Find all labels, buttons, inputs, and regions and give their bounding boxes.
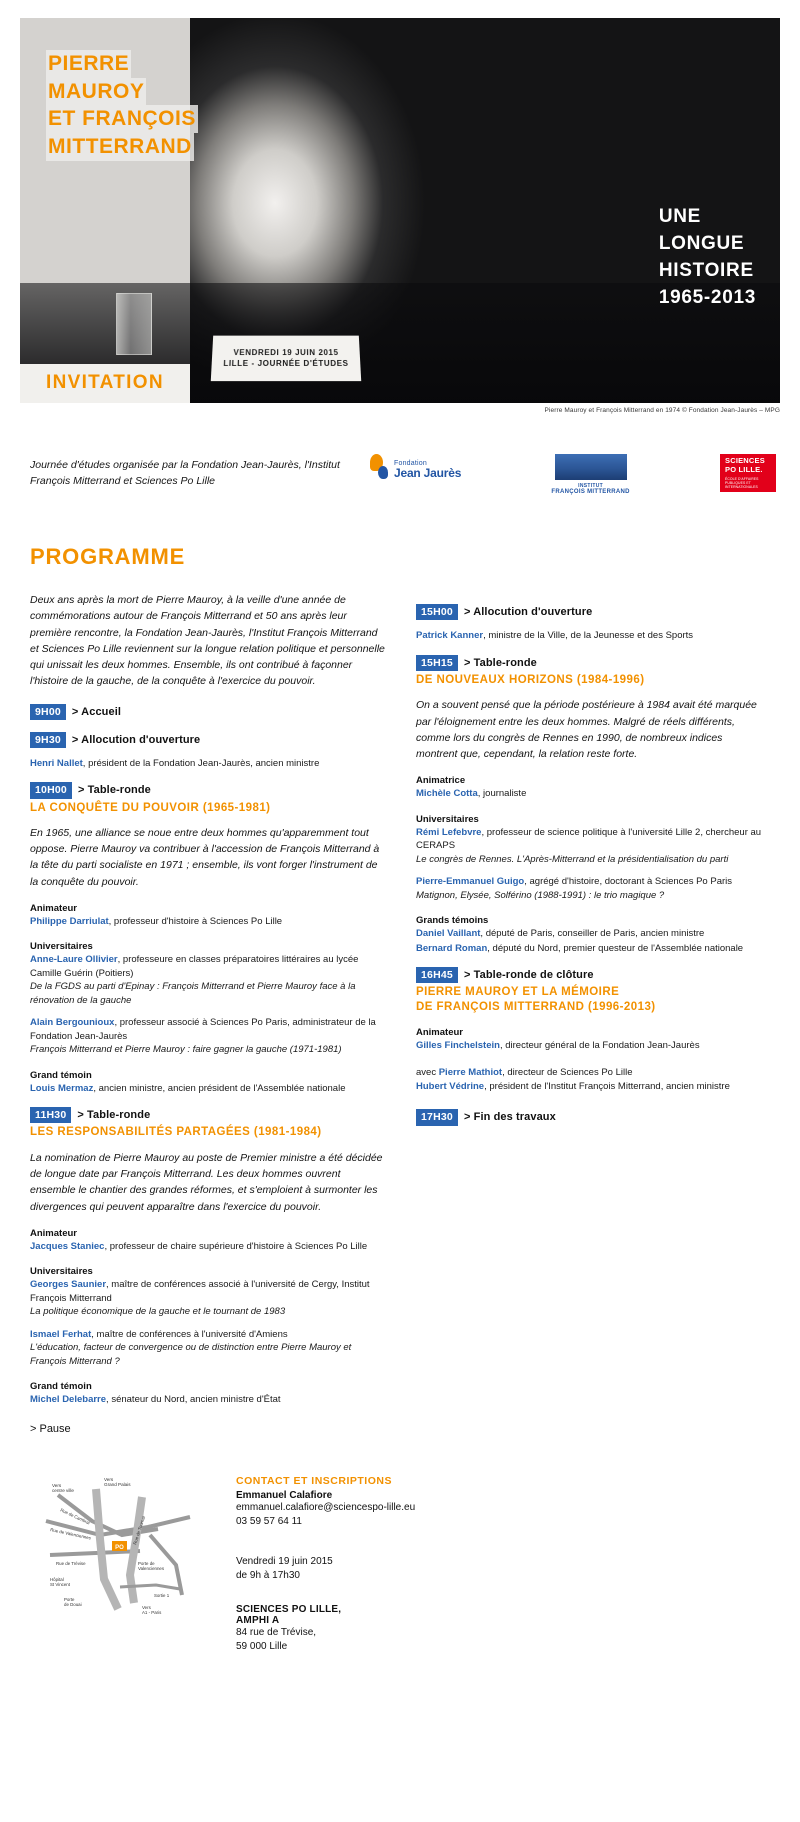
hero-title-line-3: ET FRANÇOIS <box>46 105 198 133</box>
svg-text:Vers: Vers <box>104 1476 114 1482</box>
speaker-role: , professeur de science politique à l'université Lille 2, chercheur au CERAPS <box>416 826 762 852</box>
slot-15h00-time: 15H00 <box>416 604 458 620</box>
speaker-name: Georges Saunier <box>30 1279 107 1291</box>
contact-email[interactable]: emmanuel.calafiore@sciencespo-lille.eu <box>236 1501 416 1513</box>
slot-11h30-blurb: La nomination de Pierre Mauroy au poste de Premier ministre a été décidée de longue date par François Mitterrand. Les deux hommes ouvrent ensemble le chantier des grandes réformes, et s'emploient à surmonter les divergences qui peuvent apparaître dans l'exercice du pouvoir. <box>30 1151 383 1213</box>
slot-16h45-time: 16H45 <box>416 967 458 983</box>
logo-institut-francois-mitterrand <box>551 454 629 496</box>
speaker-name: Anne-Laure Ollivier <box>30 954 118 966</box>
speaker-paper-title: Matignon, Elysée, Solférino (1988-1991) : le trio magique ? <box>416 889 665 901</box>
role-universitaires-11h30: Universitaires <box>30 1266 93 1278</box>
speaker-paper-title: Le congrès de Rennes. L'Après-Mitterrand et la présidentialisation du parti <box>416 853 729 865</box>
svg-text:Hôpital: Hôpital <box>50 1576 64 1582</box>
institut-mitterrand-icon <box>555 454 627 480</box>
nameplate-place: LILLE - JOURNÉE D'ÉTUDES <box>223 358 349 368</box>
hero-subtitle-line-2: LONGUE <box>658 232 745 254</box>
speaker-name: Rémi Lefebvre <box>416 826 482 838</box>
slot-17h30-time: 17H30 <box>416 1109 458 1125</box>
invitation-badge <box>20 364 190 403</box>
speaker-role: , président de la Fondation Jean-Jaurès, ancien ministre <box>82 757 320 769</box>
map-graphic <box>30 1469 210 1619</box>
event-date-block <box>236 1555 415 1584</box>
slot-11h30 <box>30 1107 386 1123</box>
slot-10h00-blurb: En 1965, une alliance se noue entre deux hommes qu'apparemment tout oppose. Pierre Mauroy va contribuer à l'accession de François Mitterrand à la tête du parti socialiste en 1971 ; ensemble, ils vont forger l'instrument de la conquête du pouvoir. <box>30 826 380 888</box>
speaker-name: Ismael Ferhat <box>30 1328 92 1340</box>
speaker-paper-title: François Mitterrand et Pierre Mauroy : faire gagner la gauche (1971-1981) <box>30 1044 342 1056</box>
speaker-georges-saunier <box>30 1278 386 1318</box>
logo-spl-line-1: SCIENCES PO LILLE. <box>725 456 765 474</box>
speaker-michel-delebarre <box>30 1393 386 1406</box>
event-nameplate <box>211 336 361 381</box>
speaker-name: Bernard Roman <box>416 942 488 954</box>
svg-text:A1 - Paris: A1 - Paris <box>142 1609 162 1615</box>
venue-street: 84 rue de Trévise, <box>236 1626 317 1638</box>
speaker-name: Patrick Kanner <box>416 630 484 642</box>
logo-ifm-line-2: FRANÇOIS MITTERRAND <box>551 489 630 495</box>
fondation-jean-jaures-icon <box>368 454 390 486</box>
speaker-role: , député du Nord, premier questeur de l'Assemblée nationale <box>487 942 744 954</box>
speaker-name: Alain Bergounioux <box>30 1017 115 1029</box>
slot-16h45 <box>416 967 766 983</box>
nameplate-date: VENDREDI 19 JUIN 2015 <box>233 348 339 358</box>
programme-left-column <box>20 592 400 1435</box>
speaker-role: , professeur associé à Sciences Po Paris, administrateur de la Fondation Jean-Jaurès <box>30 1017 376 1042</box>
svg-text:Porte de: Porte de <box>138 1560 155 1566</box>
logo-ifm-line-1: INSTITUT <box>578 483 604 489</box>
speaker-role: , maître de conférences associé à l'université de Cergy, Institut François Mitterrand <box>30 1279 370 1304</box>
role-universitaires-10h00: Universitaires <box>30 941 93 953</box>
hero-subtitle <box>659 204 756 312</box>
logo-fondation-jean-jaures <box>368 454 461 486</box>
contact-phone: 03 59 57 64 11 <box>236 1515 302 1527</box>
slot-15h15-theme: DE NOUVEAUX HORIZONS (1984-1996) <box>416 673 645 686</box>
svg-text:Porte: Porte <box>64 1596 75 1602</box>
venue-room: AMPHI A <box>236 1614 280 1626</box>
venue-city: 59 000 Lille <box>236 1641 288 1653</box>
slot-10h00-label: > Table-ronde <box>77 784 151 797</box>
hero-title-line-2: MAUROY <box>46 78 146 106</box>
speaker-role: , journaliste <box>477 788 527 800</box>
slot-pause: > Pause <box>30 1422 71 1435</box>
contact-person-name: Emmanuel Calafiore <box>236 1489 333 1501</box>
slot-11h30-theme: LES RESPONSABILITÉS PARTAGÉES (1981-1984) <box>30 1126 322 1139</box>
programme-right-column <box>400 592 780 1126</box>
hero-subtitle-line-3: HISTOIRE <box>658 259 754 281</box>
programme-columns <box>20 592 780 1435</box>
slot-15h15-label: > Table-ronde <box>463 656 537 669</box>
speaker-paper-title: L'éducation, facteur de convergence ou de distinction entre Pierre Mauroy et François Mitterrand ? <box>30 1342 352 1367</box>
slot-17h30-label: > Fin des travaux <box>463 1111 556 1124</box>
speaker-gilles-finchelstein <box>416 1039 766 1052</box>
slot-16h45-theme-line-2: DE FRANÇOIS MITTERRAND (1996-2013) <box>416 1000 656 1013</box>
svg-text:Sortie 1: Sortie 1 <box>154 1592 170 1598</box>
speaker-role: , directeur général de la Fondation Jean-Jaurès <box>499 1040 700 1052</box>
contact-heading: CONTACT ET INSCRIPTIONS <box>236 1474 392 1487</box>
hero-title-line-1: PIERRE <box>46 50 131 78</box>
speaker-role: , professeur de chaire supérieure d'histoire à Sciences Po Lille <box>104 1240 368 1252</box>
event-date: Vendredi 19 juin 2015 <box>236 1555 333 1567</box>
organisers-row <box>20 454 780 512</box>
slot-15h15-blurb: On a souvent pensé que la période postérieure à 1984 avait été marquée par l'éloignement entre les deux hommes. Malgré de réels différents, comme lors du congrès de Rennes en 1990, de nombreux indices montrent que, cependant, la relation reste forte. <box>416 699 757 761</box>
slot-9h00 <box>30 704 386 720</box>
speaker-role: , ancien ministre, ancien président de l'Assemblée nationale <box>93 1082 346 1094</box>
slot-10h00 <box>30 782 386 798</box>
speaker-hubert-vedrine <box>416 1080 766 1093</box>
role-animateur-16h45: Animateur <box>416 1027 463 1039</box>
svg-text:centre ville: centre ville <box>52 1487 74 1493</box>
speaker-bernard-roman <box>416 942 766 955</box>
organiser-logos <box>350 454 780 496</box>
slot-10h00-theme: LA CONQUÊTE DU POUVOIR (1965-1981) <box>30 801 271 814</box>
speaker-henri-nallet <box>30 757 386 771</box>
svg-text:Grand Palais: Grand Palais <box>104 1481 131 1487</box>
page-title: PROGRAMME <box>30 544 186 569</box>
water-glass <box>116 293 152 355</box>
slot-16h45-label: > Table-ronde de clôture <box>463 969 594 982</box>
speaker-alain-bergounioux <box>30 1016 386 1056</box>
speaker-patrick-kanner <box>416 629 766 643</box>
role-animateur-10h00: Animateur <box>30 902 77 914</box>
slot-10h00-time: 10H00 <box>30 782 72 798</box>
slot-15h15-time: 15H15 <box>416 655 458 671</box>
slot-15h15 <box>416 655 766 671</box>
speaker-name: Michel Delebarre <box>30 1394 107 1406</box>
speaker-philippe-darriulat <box>30 915 386 928</box>
speaker-pierre-emmanuel-guigo <box>416 875 766 902</box>
slot-9h30 <box>30 732 386 748</box>
speaker-name: Hubert Védrine <box>416 1080 485 1092</box>
contact-details <box>210 1469 415 1655</box>
speaker-daniel-vaillant <box>416 927 766 940</box>
speaker-name: Jacques Staniec <box>30 1240 105 1252</box>
speaker-paper-title: La politique économique de la gauche et le tournant de 1983 <box>30 1306 286 1318</box>
role-grand-temoin-11h30: Grand témoin <box>30 1381 92 1393</box>
role-animateur-11h30: Animateur <box>30 1227 77 1239</box>
speaker-ismael-ferhat <box>30 1328 386 1368</box>
event-hours: de 9h à 17h30 <box>236 1570 300 1582</box>
venue-name: SCIENCES PO LILLE, <box>236 1603 342 1615</box>
svg-text:Vers: Vers <box>52 1482 62 1488</box>
invitation-label: INVITATION <box>46 372 164 393</box>
svg-text:St Vincent: St Vincent <box>50 1581 70 1587</box>
speaker-role: , professeur d'histoire à Sciences Po Lille <box>108 915 283 927</box>
speaker-role: , sénateur du Nord, ancien ministre d'État <box>106 1394 281 1406</box>
slot-16h45-theme-line-1: PIERRE MAUROY ET LA MÉMOIRE <box>416 986 620 999</box>
logo-fjj-line-1: Fondation <box>394 460 427 467</box>
slot-9h30-time: 9H30 <box>30 732 66 748</box>
speaker-role: , président de l'Institut François Mitterrand, ancien ministre <box>484 1080 730 1092</box>
speaker-louis-mermaz <box>30 1082 386 1095</box>
speaker-role: , maître de conférences à l'université d'Amiens <box>91 1328 288 1340</box>
logo-spl-line-2: ÉCOLE D'AFFAIRES PUBLIQUES ET INTERNATIONALES <box>725 476 759 489</box>
svg-text:Vers: Vers <box>142 1604 151 1610</box>
logo-fjj-line-2: Jean Jaurès <box>394 466 462 481</box>
speaker-role: , professeure en classes préparatoires littéraires au lycée Camille Guérin (Poitiers) <box>30 954 359 979</box>
organisers-text: Journée d'études organisée par la Fondation Jean-Jaurès, l'Institut François Mitterrand et Sciences Po Lille <box>30 459 340 487</box>
speaker-name: Daniel Vaillant <box>416 928 481 940</box>
hero-subtitle-line-1: UNE <box>658 206 702 227</box>
slot-9h30-label: > Allocution d'ouverture <box>71 733 201 746</box>
slot-15h00 <box>416 604 766 620</box>
speaker-anne-laure-ollivier <box>30 953 386 1007</box>
hero-subtitle-line-4: 1965-2013 <box>658 286 756 308</box>
speaker-name: Louis Mermaz <box>30 1082 94 1094</box>
speaker-role: , directeur de Sciences Po Lille <box>502 1066 633 1078</box>
svg-text:Rue de Valenciennes: Rue de Valenciennes <box>49 1526 92 1541</box>
svg-text:Rue de Tournai: Rue de Tournai <box>132 1515 147 1546</box>
speaker-role: , député de Paris, conseiller de Paris, ancien ministre <box>480 928 705 940</box>
speaker-name: Philippe Darriulat <box>30 915 109 927</box>
slot-15h00-label: > Allocution d'ouverture <box>463 606 593 618</box>
speaker-jacques-staniec <box>30 1240 386 1253</box>
avec-prefix: avec <box>416 1066 439 1078</box>
contact-section <box>20 1469 780 1655</box>
speaker-michele-cotta <box>416 787 766 800</box>
role-animatrice-15h15: Animatrice <box>416 775 466 787</box>
speaker-role: , ministre de la Ville, de la Jeunesse et des Sports <box>483 630 694 642</box>
venue-block <box>236 1604 415 1655</box>
photo-credit: Pierre Mauroy et François Mitterrand en 1974 © Fondation Jean-Jaurès – MPG <box>544 407 780 414</box>
slot-11h30-label: > Table-ronde <box>77 1109 151 1122</box>
programme-intro: Deux ans après la mort de Pierre Mauroy, à la veille d'une année de commémorations autour de François Mitterrand et 50 ans après leur première rencontre, la Fondation Jean-Jaurès, l'Institut François Mitterrand et Sciences Po Lille reviennent sur la longue relation politique et personnelle qui unissait les deux hommes. Ensemble, ils ont contribué à façonner l'histoire de la gauche, de la conquête à l'exercice du pouvoir. <box>30 594 385 688</box>
speaker-name: Henri Nallet <box>30 757 83 769</box>
slot-9h00-time: 9H00 <box>30 704 66 720</box>
speaker-name: Michèle Cotta <box>416 788 478 800</box>
role-universitaires-15h15: Universitaires <box>416 813 479 825</box>
role-grands-temoins-15h15: Grands témoins <box>416 915 489 927</box>
venue-map <box>30 1469 210 1619</box>
svg-text:Valenciennes: Valenciennes <box>138 1565 165 1571</box>
hero-title-line-4: MITTERRAND <box>46 133 194 161</box>
speaker-pierre-mathiot <box>416 1066 766 1079</box>
speaker-name: Gilles Finchelstein <box>416 1040 500 1052</box>
speaker-name: Pierre-Emmanuel Guigo <box>416 876 525 888</box>
logo-sciences-po-lille <box>720 454 776 492</box>
slot-17h30 <box>416 1109 766 1125</box>
role-grand-temoin-10h00: Grand témoin <box>30 1069 92 1081</box>
svg-text:Rue de Trévise: Rue de Trévise <box>56 1560 86 1566</box>
speaker-remi-lefebvre <box>416 826 766 866</box>
speaker-paper-title: De la FGDS au parti d'Epinay : François Mitterrand et Pierre Mauroy face à la rénovation de la gauche <box>30 981 356 1006</box>
svg-text:PO: PO <box>115 1544 124 1551</box>
hero-title <box>46 50 198 161</box>
svg-text:Rue de Cambrai: Rue de Cambrai <box>59 1507 91 1526</box>
slot-9h00-label: > Accueil <box>71 705 122 718</box>
hero-banner <box>20 18 780 403</box>
svg-text:de Douai: de Douai <box>64 1601 82 1607</box>
speaker-role: , agrégé d'histoire, doctorant à Sciences Po Paris <box>524 876 732 888</box>
slot-11h30-time: 11H30 <box>30 1107 71 1123</box>
speaker-name: Pierre Mathiot <box>438 1066 503 1078</box>
